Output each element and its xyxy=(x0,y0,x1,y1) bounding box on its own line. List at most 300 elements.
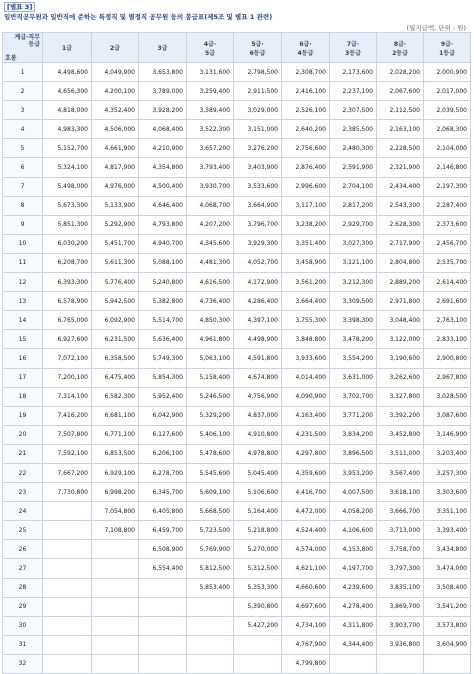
table-row xyxy=(3,273,471,292)
appendix-tag: [별표 3] xyxy=(4,2,35,12)
salary-cell: 6,393,300 xyxy=(43,273,92,292)
salary-cell xyxy=(330,654,377,673)
salary-cell xyxy=(139,635,187,654)
salary-cell: 3,452,800 xyxy=(377,425,424,444)
salary-cell: 6,208,700 xyxy=(43,253,92,272)
salary-cell: 7,416,200 xyxy=(43,406,92,425)
table-row xyxy=(3,387,471,406)
salary-cell: 5,152,700 xyxy=(43,139,92,158)
step-cell: 12 xyxy=(3,273,43,292)
table-row xyxy=(3,521,471,540)
corner-step-label: 호봉 xyxy=(5,54,17,62)
salary-cell: 4,163,400 xyxy=(282,406,330,425)
salary-cell: 6,508,900 xyxy=(139,540,187,559)
step-cell: 18 xyxy=(3,387,43,406)
salary-cell: 6,345,700 xyxy=(139,483,187,502)
salary-cell: 4,656,300 xyxy=(43,82,92,101)
salary-cell: 5,406,100 xyxy=(187,425,234,444)
salary-cell: 4,660,600 xyxy=(282,578,330,597)
salary-cell: 6,278,700 xyxy=(139,463,187,482)
salary-cell: 2,817,200 xyxy=(330,196,377,215)
table-title: 일반직공무원과 일반직에 준하는 특정직 및 별정직 공무원 등의 봉급표(제5조 및 별표 1 관련) xyxy=(4,13,273,21)
grade-header xyxy=(92,33,139,63)
salary-cell: 2,900,800 xyxy=(424,349,471,368)
salary-cell: 2,287,400 xyxy=(424,196,471,215)
salary-cell: 4,354,800 xyxy=(139,158,187,177)
step-cell: 5 xyxy=(3,139,43,158)
salary-cell: 2,173,600 xyxy=(330,63,377,82)
salary-cell: 2,039,500 xyxy=(424,101,471,120)
salary-cell: 3,403,900 xyxy=(234,158,282,177)
salary-cell: 4,818,000 xyxy=(43,101,92,120)
salary-cell: 4,736,400 xyxy=(187,292,234,311)
salary-cell: 4,297,800 xyxy=(282,444,330,463)
salary-cell: 3,351,400 xyxy=(282,234,330,253)
salary-cell: 6,127,600 xyxy=(139,425,187,444)
step-cell: 17 xyxy=(3,368,43,387)
salary-cell: 4,616,500 xyxy=(187,273,234,292)
salary-cell: 3,458,900 xyxy=(282,253,330,272)
grade-header-line: 1등급 xyxy=(439,49,455,57)
step-cell: 8 xyxy=(3,196,43,215)
salary-cell xyxy=(43,616,92,635)
salary-cell: 4,278,400 xyxy=(330,597,377,616)
table-row xyxy=(3,234,471,253)
salary-cell: 3,848,800 xyxy=(282,330,330,349)
table-row xyxy=(3,101,471,120)
salary-cell: 3,797,300 xyxy=(377,559,424,578)
table-header xyxy=(3,33,471,63)
step-cell: 24 xyxy=(3,502,43,521)
salary-cell: 6,998,200 xyxy=(92,483,139,502)
salary-cell xyxy=(92,635,139,654)
table-row xyxy=(3,349,471,368)
salary-cell: 7,667,200 xyxy=(43,463,92,482)
step-cell: 31 xyxy=(3,635,43,654)
salary-cell: 5,545,600 xyxy=(187,463,234,482)
salary-cell: 3,653,800 xyxy=(139,63,187,82)
salary-cell: 4,793,800 xyxy=(139,215,187,234)
salary-cell: 4,052,700 xyxy=(234,253,282,272)
grade-header xyxy=(234,33,282,63)
salary-cell: 4,286,400 xyxy=(234,292,282,311)
salary-cell: 5,270,000 xyxy=(234,540,282,559)
salary-cell: 2,228,500 xyxy=(377,139,424,158)
salary-cell: 4,200,100 xyxy=(92,82,139,101)
salary-cell: 6,405,800 xyxy=(139,502,187,521)
salary-cell xyxy=(377,654,424,673)
salary-cell: 4,983,300 xyxy=(43,120,92,139)
salary-cell: 3,666,700 xyxy=(377,502,424,521)
table-row xyxy=(3,559,471,578)
grade-header-line: 4등급 xyxy=(297,49,314,57)
salary-cell: 4,817,900 xyxy=(92,158,139,177)
salary-cell: 5,853,400 xyxy=(187,578,234,597)
salary-cell: 5,812,500 xyxy=(187,559,234,578)
salary-cell: 2,017,000 xyxy=(424,82,471,101)
salary-cell: 6,771,100 xyxy=(92,425,139,444)
salary-cell xyxy=(43,559,92,578)
step-cell: 7 xyxy=(3,177,43,196)
salary-cell: 4,172,900 xyxy=(234,273,282,292)
salary-cell: 5,292,900 xyxy=(92,215,139,234)
salary-cell: 5,611,300 xyxy=(92,253,139,272)
salary-cell: 3,259,400 xyxy=(187,82,234,101)
salary-cell: 2,704,100 xyxy=(330,177,377,196)
salary-cell: 4,498,900 xyxy=(234,330,282,349)
salary-cell: 2,112,500 xyxy=(377,101,424,120)
salary-cell: 3,508,400 xyxy=(424,578,471,597)
salary-cell: 4,311,800 xyxy=(330,616,377,635)
salary-cell xyxy=(187,597,234,616)
salary-cell: 4,661,900 xyxy=(92,139,139,158)
grade-header-line: 4급· xyxy=(203,40,217,48)
salary-cell: 5,851,300 xyxy=(43,215,92,234)
salary-cell: 4,799,800 xyxy=(282,654,330,673)
salary-cell: 2,804,800 xyxy=(377,253,424,272)
salary-cell: 4,574,000 xyxy=(282,540,330,559)
salary-cell xyxy=(92,597,139,616)
salary-cell: 6,765,000 xyxy=(43,311,92,330)
salary-cell: 3,511,000 xyxy=(377,444,424,463)
salary-cell: 4,068,400 xyxy=(139,120,187,139)
salary-cell xyxy=(139,616,187,635)
salary-cell: 2,691,600 xyxy=(424,292,471,311)
table-row xyxy=(3,158,471,177)
salary-cell: 3,029,000 xyxy=(234,101,282,120)
salary-cell: 5,218,800 xyxy=(234,521,282,540)
salary-cell: 3,522,300 xyxy=(187,120,234,139)
salary-cell: 5,498,000 xyxy=(43,177,92,196)
corner-line-1: 계급·직무 xyxy=(14,33,40,41)
salary-cell: 3,117,100 xyxy=(282,196,330,215)
salary-cell: 2,763,100 xyxy=(424,311,471,330)
grade-header xyxy=(187,33,234,63)
salary-cell: 5,723,500 xyxy=(187,521,234,540)
salary-cell: 2,373,600 xyxy=(424,215,471,234)
salary-cell: 3,664,900 xyxy=(234,196,282,215)
salary-cell xyxy=(234,654,282,673)
salary-cell xyxy=(43,521,92,540)
grade-header-line: 5급· xyxy=(251,40,264,48)
grade-header-line: 1급 xyxy=(62,45,72,52)
salary-cell: 2,067,600 xyxy=(377,82,424,101)
grade-header-line: 3급 xyxy=(157,45,168,52)
salary-cell: 3,834,200 xyxy=(330,425,377,444)
salary-cell: 3,573,800 xyxy=(424,616,471,635)
salary-cell: 3,755,300 xyxy=(282,311,330,330)
salary-cell: 5,668,500 xyxy=(187,502,234,521)
salary-cell xyxy=(43,654,92,673)
salary-cell: 4,940,700 xyxy=(139,234,187,253)
step-cell: 6 xyxy=(3,158,43,177)
salary-cell: 4,068,700 xyxy=(187,196,234,215)
salary-cell: 4,646,400 xyxy=(139,196,187,215)
salary-cell: 2,480,300 xyxy=(330,139,377,158)
salary-cell xyxy=(43,502,92,521)
salary-cell: 4,500,400 xyxy=(139,177,187,196)
salary-cell: 3,121,100 xyxy=(330,253,377,272)
salary-cell: 5,133,900 xyxy=(92,196,139,215)
salary-cell xyxy=(139,578,187,597)
salary-cell xyxy=(92,654,139,673)
salary-cell: 4,231,500 xyxy=(282,425,330,444)
step-cell: 3 xyxy=(3,101,43,120)
salary-cell: 3,930,700 xyxy=(187,177,234,196)
salary-cell: 3,393,400 xyxy=(424,521,471,540)
salary-cell: 3,146,900 xyxy=(424,425,471,444)
grade-header-line: 9급· xyxy=(440,40,454,48)
salary-cell: 5,451,700 xyxy=(92,234,139,253)
salary-cell: 3,434,800 xyxy=(424,540,471,559)
salary-cell: 3,151,000 xyxy=(234,120,282,139)
salary-cell: 2,614,400 xyxy=(424,273,471,292)
salary-cell: 5,164,400 xyxy=(234,502,282,521)
step-cell: 28 xyxy=(3,578,43,597)
salary-cell: 4,049,900 xyxy=(92,63,139,82)
salary-cell: 4,090,900 xyxy=(282,387,330,406)
salary-cell: 3,796,700 xyxy=(234,215,282,234)
salary-cell: 2,798,500 xyxy=(234,63,282,82)
salary-cell: 3,262,600 xyxy=(377,368,424,387)
salary-cell: 6,042,900 xyxy=(139,406,187,425)
step-cell: 23 xyxy=(3,483,43,502)
salary-cell: 3,257,300 xyxy=(424,463,471,482)
salary-cell: 2,876,400 xyxy=(282,158,330,177)
salary-cell: 7,314,100 xyxy=(43,387,92,406)
salary-cell: 4,767,900 xyxy=(282,635,330,654)
salary-cell: 2,591,900 xyxy=(330,158,377,177)
salary-cell xyxy=(43,597,92,616)
salary-cell: 6,475,400 xyxy=(92,368,139,387)
salary-cell: 3,567,400 xyxy=(377,463,424,482)
salary-cell: 6,927,600 xyxy=(43,330,92,349)
salary-cell: 2,321,900 xyxy=(377,158,424,177)
salary-cell: 5,390,800 xyxy=(234,597,282,616)
salary-cell: 3,351,100 xyxy=(424,502,471,521)
table-row xyxy=(3,196,471,215)
salary-cell: 4,976,000 xyxy=(92,177,139,196)
salary-cell: 3,929,300 xyxy=(234,234,282,253)
salary-cell: 3,541,200 xyxy=(424,597,471,616)
salary-cell: 4,197,700 xyxy=(330,559,377,578)
table-row xyxy=(3,483,471,502)
salary-cell xyxy=(187,635,234,654)
salary-cell: 2,996,600 xyxy=(282,177,330,196)
salary-cell: 2,535,700 xyxy=(424,253,471,272)
salary-cell: 2,308,700 xyxy=(282,63,330,82)
salary-cell: 3,327,800 xyxy=(377,387,424,406)
table-row xyxy=(3,177,471,196)
salary-cell: 4,397,100 xyxy=(234,311,282,330)
salary-cell: 2,911,500 xyxy=(234,82,282,101)
salary-cell: 3,618,100 xyxy=(377,483,424,502)
salary-cell: 5,514,700 xyxy=(139,311,187,330)
table-row xyxy=(3,139,471,158)
salary-cell: 3,474,000 xyxy=(424,559,471,578)
step-cell: 13 xyxy=(3,292,43,311)
salary-cell: 3,835,100 xyxy=(377,578,424,597)
salary-cell: 5,749,300 xyxy=(139,349,187,368)
step-cell: 21 xyxy=(3,444,43,463)
salary-cell: 5,246,500 xyxy=(187,387,234,406)
salary-cell: 2,971,800 xyxy=(377,292,424,311)
salary-cell: 3,276,200 xyxy=(234,139,282,158)
step-cell: 19 xyxy=(3,406,43,425)
salary-cell: 2,197,300 xyxy=(424,177,471,196)
salary-cell xyxy=(139,597,187,616)
salary-cell: 3,896,500 xyxy=(330,444,377,463)
salary-table xyxy=(2,32,471,674)
salary-cell: 2,237,100 xyxy=(330,82,377,101)
table-row xyxy=(3,120,471,139)
salary-cell: 5,329,200 xyxy=(187,406,234,425)
salary-cell: 5,478,600 xyxy=(187,444,234,463)
salary-cell: 6,578,900 xyxy=(43,292,92,311)
salary-cell: 3,028,500 xyxy=(424,387,471,406)
salary-cell: 5,382,800 xyxy=(139,292,187,311)
grade-header xyxy=(139,33,187,63)
table-body xyxy=(3,63,471,674)
salary-cell: 3,131,600 xyxy=(187,63,234,82)
salary-cell: 2,434,400 xyxy=(377,177,424,196)
grade-header-line: 7급· xyxy=(346,40,360,48)
salary-cell: 3,203,400 xyxy=(424,444,471,463)
salary-cell xyxy=(92,616,139,635)
salary-cell: 2,640,200 xyxy=(282,120,330,139)
step-cell: 20 xyxy=(3,425,43,444)
salary-cell: 2,717,900 xyxy=(377,234,424,253)
salary-cell: 2,307,500 xyxy=(330,101,377,120)
salary-cell: 4,058,200 xyxy=(330,502,377,521)
salary-cell: 2,385,500 xyxy=(330,120,377,139)
table-row xyxy=(3,82,471,101)
table-row xyxy=(3,578,471,597)
salary-cell: 5,636,400 xyxy=(139,330,187,349)
step-cell: 10 xyxy=(3,234,43,253)
salary-cell: 5,240,800 xyxy=(139,273,187,292)
salary-cell: 2,967,800 xyxy=(424,368,471,387)
salary-cell: 5,353,300 xyxy=(234,578,282,597)
table-row xyxy=(3,368,471,387)
salary-cell: 5,088,100 xyxy=(139,253,187,272)
grade-header-line: 3등급 xyxy=(345,49,361,57)
salary-cell: 3,122,000 xyxy=(377,330,424,349)
salary-cell: 2,146,800 xyxy=(424,158,471,177)
salary-cell xyxy=(139,654,187,673)
salary-cell: 3,936,800 xyxy=(377,635,424,654)
salary-cell: 2,526,100 xyxy=(282,101,330,120)
grade-header-line: 5급 xyxy=(205,49,215,57)
table-row xyxy=(3,425,471,444)
salary-cell: 3,398,300 xyxy=(330,311,377,330)
salary-cell: 2,000,900 xyxy=(424,63,471,82)
salary-cell: 7,592,100 xyxy=(43,444,92,463)
salary-cell: 4,910,800 xyxy=(234,425,282,444)
salary-cell: 4,359,600 xyxy=(282,463,330,482)
table-row xyxy=(3,292,471,311)
step-cell: 11 xyxy=(3,253,43,272)
salary-cell: 6,681,100 xyxy=(92,406,139,425)
salary-cell: 4,481,300 xyxy=(187,253,234,272)
salary-cell: 3,190,600 xyxy=(377,349,424,368)
salary-cell: 5,312,500 xyxy=(234,559,282,578)
salary-cell: 5,952,400 xyxy=(139,387,187,406)
grade-header xyxy=(43,33,92,63)
salary-cell: 2,068,300 xyxy=(424,120,471,139)
salary-cell: 5,063,100 xyxy=(187,349,234,368)
step-cell: 26 xyxy=(3,540,43,559)
salary-cell: 6,030,200 xyxy=(43,234,92,253)
table-row xyxy=(3,654,471,673)
salary-cell: 6,554,400 xyxy=(139,559,187,578)
salary-cell: 3,212,300 xyxy=(330,273,377,292)
salary-cell: 4,345,600 xyxy=(187,234,234,253)
grade-header xyxy=(330,33,377,63)
salary-cell: 4,014,400 xyxy=(282,368,330,387)
grade-header xyxy=(282,33,330,63)
salary-cell: 4,734,100 xyxy=(282,616,330,635)
step-cell: 1 xyxy=(3,63,43,82)
step-cell: 9 xyxy=(3,215,43,234)
salary-cell: 3,604,900 xyxy=(424,635,471,654)
table-row xyxy=(3,253,471,272)
table-row xyxy=(3,597,471,616)
salary-cell: 3,389,400 xyxy=(187,101,234,120)
salary-cell xyxy=(92,540,139,559)
salary-cell: 4,961,800 xyxy=(187,330,234,349)
salary-cell xyxy=(187,654,234,673)
salary-cell: 2,416,100 xyxy=(282,82,330,101)
salary-cell: 2,628,300 xyxy=(377,215,424,234)
table-row xyxy=(3,635,471,654)
salary-cell: 4,697,600 xyxy=(282,597,330,616)
salary-cell: 2,104,000 xyxy=(424,139,471,158)
salary-cell: 2,889,200 xyxy=(377,273,424,292)
salary-cell: 2,929,700 xyxy=(330,215,377,234)
salary-cell xyxy=(92,578,139,597)
table-row xyxy=(3,616,471,635)
step-cell: 2 xyxy=(3,82,43,101)
table-row xyxy=(3,406,471,425)
salary-cell: 3,238,200 xyxy=(282,215,330,234)
salary-cell: 4,007,500 xyxy=(330,483,377,502)
salary-cell: 3,664,400 xyxy=(282,292,330,311)
salary-cell: 2,163,100 xyxy=(377,120,424,139)
salary-cell: 4,207,200 xyxy=(187,215,234,234)
salary-cell: 4,106,600 xyxy=(330,521,377,540)
corner-grade-label xyxy=(3,34,42,48)
salary-cell: 7,108,800 xyxy=(92,521,139,540)
salary-cell: 5,158,400 xyxy=(187,368,234,387)
corner-line-2: 등급 xyxy=(28,40,40,48)
salary-cell: 5,045,400 xyxy=(234,463,282,482)
salary-cell: 3,027,300 xyxy=(330,234,377,253)
salary-cell: 4,153,800 xyxy=(330,540,377,559)
grade-header-line: 2급 xyxy=(110,45,120,52)
salary-cell: 3,309,500 xyxy=(330,292,377,311)
step-cell: 15 xyxy=(3,330,43,349)
salary-cell: 6,929,100 xyxy=(92,463,139,482)
salary-cell: 6,358,500 xyxy=(92,349,139,368)
table-row xyxy=(3,444,471,463)
salary-cell: 4,674,800 xyxy=(234,368,282,387)
table-row xyxy=(3,502,471,521)
step-cell: 25 xyxy=(3,521,43,540)
salary-cell: 5,769,900 xyxy=(187,540,234,559)
step-cell: 32 xyxy=(3,654,43,673)
salary-cell: 7,200,100 xyxy=(43,368,92,387)
